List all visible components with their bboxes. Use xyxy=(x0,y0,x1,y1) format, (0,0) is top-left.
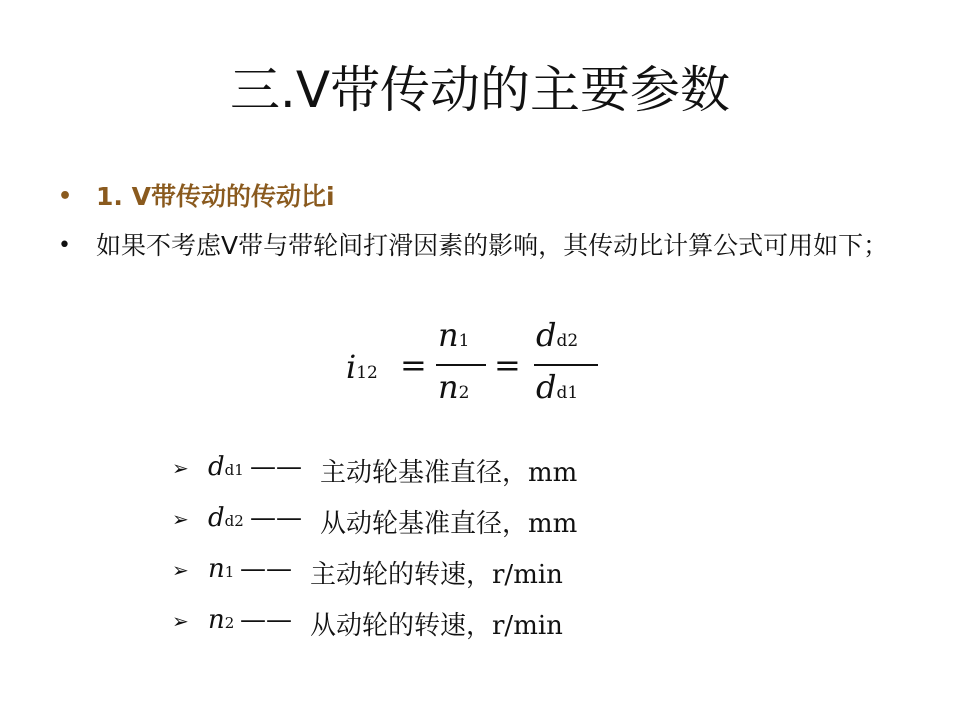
fraction2-denominator xyxy=(536,368,578,406)
fraction1-num-sub: 1 xyxy=(458,331,470,351)
definition-text: 主动轮基准直径，mm xyxy=(320,458,578,488)
fraction2-den-var: d xyxy=(536,368,557,406)
definition-row xyxy=(172,448,732,499)
definition-dash: —— xyxy=(240,554,292,584)
definition-text: 从动轮基准直径，mm xyxy=(320,509,578,539)
bullet-marker: • xyxy=(58,184,73,209)
fraction2-bar xyxy=(534,364,598,366)
definition-text: 主动轮的转速，r/min xyxy=(310,560,563,590)
transmission-ratio-formula xyxy=(344,316,604,416)
formula-equals-2: = xyxy=(494,346,521,384)
formula-equals-1: = xyxy=(400,346,427,384)
definition-var: n xyxy=(208,605,225,635)
fraction1-den-sub: 2 xyxy=(458,383,470,403)
symbol-definitions xyxy=(172,448,732,652)
definition-row xyxy=(172,550,732,601)
definition-sub: 1 xyxy=(224,563,235,581)
definition-dash: —— xyxy=(240,605,292,635)
arrow-bullet-icon: ➢ xyxy=(172,609,189,633)
fraction2-numerator xyxy=(536,316,578,354)
fraction1-num-var: n xyxy=(438,316,459,354)
fraction1-denominator xyxy=(438,368,469,406)
fraction2-den-sub: d1 xyxy=(556,383,579,403)
slide-title: 三.V带传动的主要参数 xyxy=(229,61,731,119)
bullet-heading-text: 1. V带传动的传动比i xyxy=(96,182,335,211)
definition-symbol xyxy=(208,554,234,584)
definition-dash: —— xyxy=(250,452,302,482)
definition-sub: d1 xyxy=(224,461,244,479)
definition-sub: d2 xyxy=(224,512,244,530)
bullet-description-text: 如果不考虑V带与带轮间打滑因素的影响，其传动比计算公式可用如下； xyxy=(96,231,889,260)
definition-symbol xyxy=(208,605,234,635)
formula-lhs-sub: 12 xyxy=(356,363,378,383)
definition-row xyxy=(172,601,732,652)
fraction1-numerator xyxy=(438,316,469,354)
definition-sub: 2 xyxy=(224,614,235,632)
definition-row xyxy=(172,499,732,550)
definition-var: n xyxy=(208,554,225,584)
definition-var: d xyxy=(208,503,225,533)
arrow-bullet-icon: ➢ xyxy=(172,456,189,480)
fraction2-num-sub: d2 xyxy=(556,331,579,351)
definition-symbol xyxy=(208,503,244,533)
definition-text: 从动轮的转速，r/min xyxy=(310,611,563,641)
formula-lhs-var: i xyxy=(346,348,357,386)
definition-dash: —— xyxy=(250,503,302,533)
fraction1-bar xyxy=(436,364,486,366)
fraction2-num-var: d xyxy=(536,316,557,354)
arrow-bullet-icon: ➢ xyxy=(172,558,189,582)
arrow-bullet-icon: ➢ xyxy=(172,507,189,531)
formula-lhs xyxy=(346,348,378,386)
definition-var: d xyxy=(208,452,225,482)
bullet-marker: • xyxy=(58,233,71,258)
fraction1-den-var: n xyxy=(438,368,459,406)
definition-symbol xyxy=(208,452,244,482)
